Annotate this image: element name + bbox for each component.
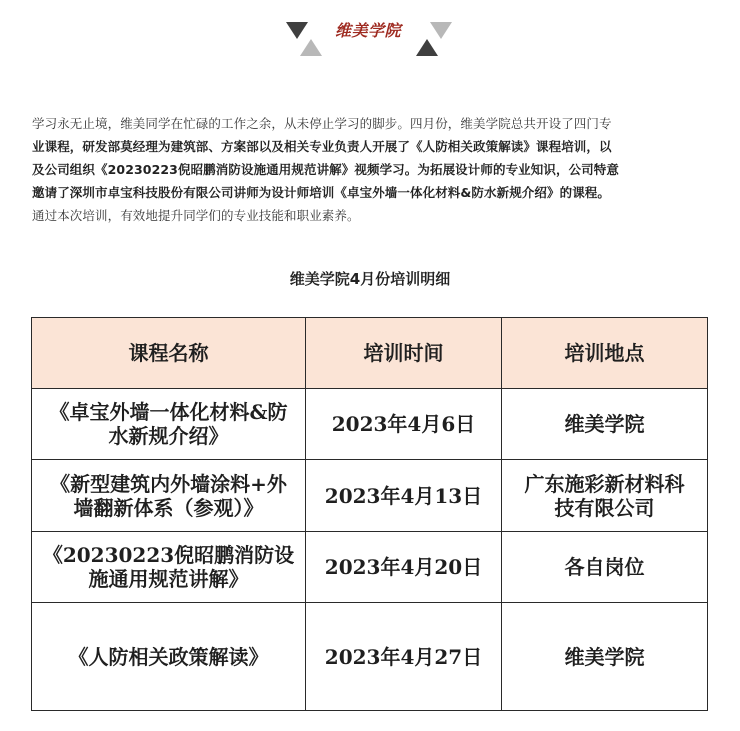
table-row (32, 532, 708, 603)
table-title: 维美学院4月份培训明细 (289, 270, 451, 288)
intro-line: 通过本次培训，有效地提升同学们的专业技能和职业素养。 (32, 208, 360, 223)
intro-line: 邀请了深圳市卓宝科技股份有限公司讲师为设计师培训《卓宝外墙一体化材料&防水新规介绍》的课程。 (32, 185, 611, 200)
course-name-line: 施通用规范讲解》 (88, 567, 249, 591)
table-row (32, 389, 708, 460)
course-cell: 《人防相关政策解读》 (32, 603, 306, 711)
course-name-line: 《卓宝外墙一体化材料&防 (49, 400, 288, 424)
table-row (32, 603, 708, 711)
intro-line: 学习永无止境，维美同学在忙碌的工作之余，从未停止学习的脚步。四月份，维美学院总共开设了四门专 (32, 116, 612, 131)
time-cell: 2023年4月27日 (306, 603, 502, 711)
course-cell (32, 460, 306, 532)
time-cell: 2023年4月20日 (306, 532, 502, 603)
time-cell: 2023年4月13日 (306, 460, 502, 532)
course-name-line: 水新规介绍》 (108, 424, 229, 448)
course-name-line: 墙翻新体系（参观）》 (73, 495, 264, 520)
course-name-line: 《20230223倪昭鹏消防设 (42, 543, 295, 567)
triangle-light-right-icon (430, 22, 452, 39)
section-header (0, 0, 740, 62)
intro-line: 业课程，研发部莫经理为建筑部、方案部以及相关专业负责人开展了《人防相关政策解读》课程培训，以 (32, 139, 612, 154)
intro-line: 及公司组织《20230223倪昭鹏消防设施通用规范讲解》视频学习。为拓展设计师的专业知识，公司特意 (32, 162, 619, 177)
badge-title: 维美学院 (334, 21, 401, 40)
header-course-name: 课程名称 (32, 318, 306, 389)
course-name-line: 《新型建筑内外墙涂料+外 (50, 471, 287, 496)
location-cell: 维美学院 (502, 603, 708, 711)
location-line: 技有限公司 (554, 495, 655, 520)
table-row (32, 460, 708, 532)
triangle-dark-left-icon (286, 22, 308, 39)
course-cell (32, 532, 306, 603)
training-schedule-table (31, 317, 708, 711)
intro-paragraph (32, 112, 712, 227)
course-cell (32, 389, 306, 460)
header-training-time: 培训时间 (306, 318, 502, 389)
location-cell (502, 460, 708, 532)
location-cell: 各自岗位 (502, 532, 708, 603)
location-line: 广东施彩新材料科 (524, 471, 685, 496)
time-cell: 2023年4月6日 (306, 389, 502, 460)
table-header-row (32, 318, 708, 389)
header-training-location: 培训地点 (502, 318, 708, 389)
location-cell: 维美学院 (502, 389, 708, 460)
